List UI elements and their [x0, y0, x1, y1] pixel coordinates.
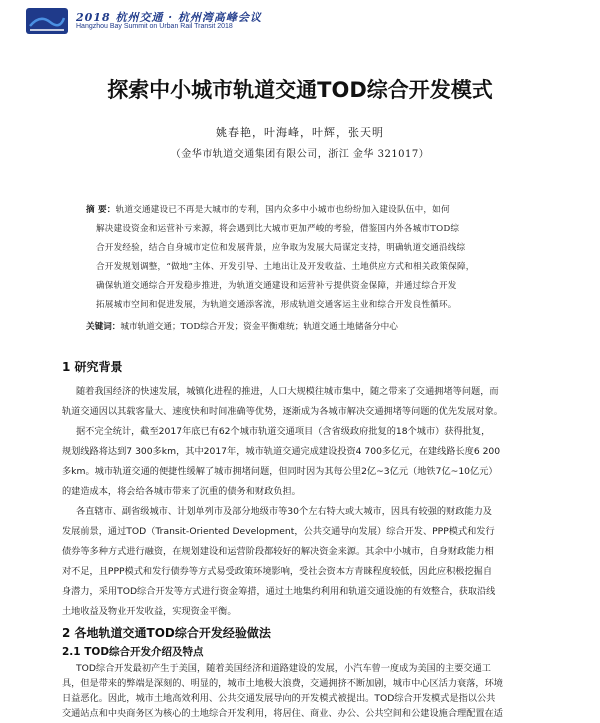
- body-line: 债券等多种方式进行融资，在规划建设和运营阶段都较好的解决资金来源。其余中小城市，自身财政能力相: [62, 546, 494, 557]
- conference-logo-icon: [26, 8, 68, 34]
- keywords-line: [86, 320, 398, 332]
- article-affiliation: （金华市轨道交通集团有限公司，浙江 金华 321017）: [170, 149, 430, 160]
- body-line: 对不足，且PPP模式和发行债券等方式易受政策环境影响，受社会资本方青睐程度较低，因此应积极挖掘自: [62, 566, 493, 577]
- abstract-line: 确保轨道交通综合开发稳步推进，为轨道交通建设和运营补亏提供资金保障，并通过综合开发: [96, 281, 457, 291]
- body-line: 据不完全统计，截至2017年底已有62个城市轨道交通项目（含省级政府批复的18个城市）获得批复，: [76, 426, 491, 437]
- abstract-line: 合开发经验，结合自身城市定位和发展背景，应争取为发展大局谋定支持，明确轨道交通沿线综: [96, 243, 466, 253]
- body-line: 规划线路将达到7 300多km，其中2017年，城市轨道交通完成建设投资4 700多亿元，在建线路长度6 200: [62, 446, 501, 457]
- abstract-line: 拓展城市空间和促进发展，为轨道交通添客流，形成轨道交通客运主业和综合开发良性循环。: [96, 300, 457, 310]
- body-line: 多km。城市轨道交通的便捷性缓解了城市拥堵问题，但同时因为其每公里2亿~3亿元（地铁7亿~10亿元）: [62, 466, 498, 477]
- article-title: 探索中小城市轨道交通TOD综合开发模式: [107, 78, 493, 102]
- abstract-line: 摘 要：轨道交通建设已不再是大城市的专利，国内众多中小城市也纷纷加入建设队伍中，如何: [86, 205, 450, 215]
- body-line: 发展前景，通过TOD（Transit-Oriented Development，公共交通导向发展）综合开发、PPP模式和发行: [62, 526, 495, 537]
- header-title-en: Hangzhou Bay Summit on Urban Rail Transit 2018: [76, 23, 233, 30]
- body-line: 随着我国经济的快速发展，城镇化进程的推进，人口大规模往城市集中，随之带来了交通拥堵等问题，而: [76, 386, 499, 397]
- abstract-label: 摘 要：: [86, 205, 116, 215]
- conference-header: [26, 8, 586, 36]
- body-line: 交通站点和中央商务区为核心的土地综合开发利用，将居住、商业、办公、公共空间和公建设施合理配置在适: [62, 708, 503, 719]
- body-line: 各直辖市、副省级城市、计划单列市及部分地级市等30个左右特大或大城市，因具有较强的财政能力及: [76, 506, 492, 517]
- keywords-label: 关键词：: [86, 322, 121, 332]
- subsection-heading-2-1: 2.1 TOD综合开发介绍及特点: [62, 646, 204, 658]
- body-line: 的建造成本，将会给各城市带来了沉重的债务和财政负担。: [62, 486, 301, 497]
- body-line: TOD综合开发最初产生于美国，随着美国经济和道路建设的发展，小汽车曾一度成为美国的主要交通工: [76, 663, 491, 674]
- abstract-line: 合开发规划调整，“做地”主体、开发引导、土地出让及开发收益、土地供应方式和相关政策保障，: [96, 262, 475, 272]
- keywords-text: 城市轨道交通；TOD综合开发；资金平衡难统；轨道交通土地储备分中心: [120, 322, 398, 332]
- body-line: 土地收益及物业开发收益，实现资金平衡。: [62, 606, 237, 617]
- article-authors: 姚春艳，叶海峰，叶辉，张天明: [216, 126, 384, 139]
- body-line: 身潜力，采用TOD综合开发等方式进行资金筹措，通过土地集约利用和轨道交通设施的有效整合，获取沿线: [62, 586, 496, 597]
- header-title-cn: 2018 杭州交通 · 杭州湾高峰会议: [76, 11, 262, 24]
- body-line: 日益恶化。因此，城市土地高效利用、公共交通发展导向的开发模式被提出。TOD综合开发模式是指以公共: [62, 693, 496, 704]
- abstract-line: 解决建设资金和运营补亏来源，将会遇到比大城市更加严峻的考验，借鉴国内外各城市TOD综: [96, 224, 460, 234]
- body-line: 轨道交通因以其载客量大、速度快和时间准确等优势，逐渐成为各城市解决交通拥堵等问题的优先发展对象。: [62, 406, 503, 417]
- body-line: 具，但是带来的弊端是深刻的、明显的，城市土地极大浪费，交通拥挤不断加剧，城市中心区活力衰落，环境: [62, 678, 503, 689]
- section-heading-1: 1 研究背景: [62, 360, 123, 374]
- section-heading-2: 2 各地轨道交通TOD综合开发经验做法: [62, 626, 271, 640]
